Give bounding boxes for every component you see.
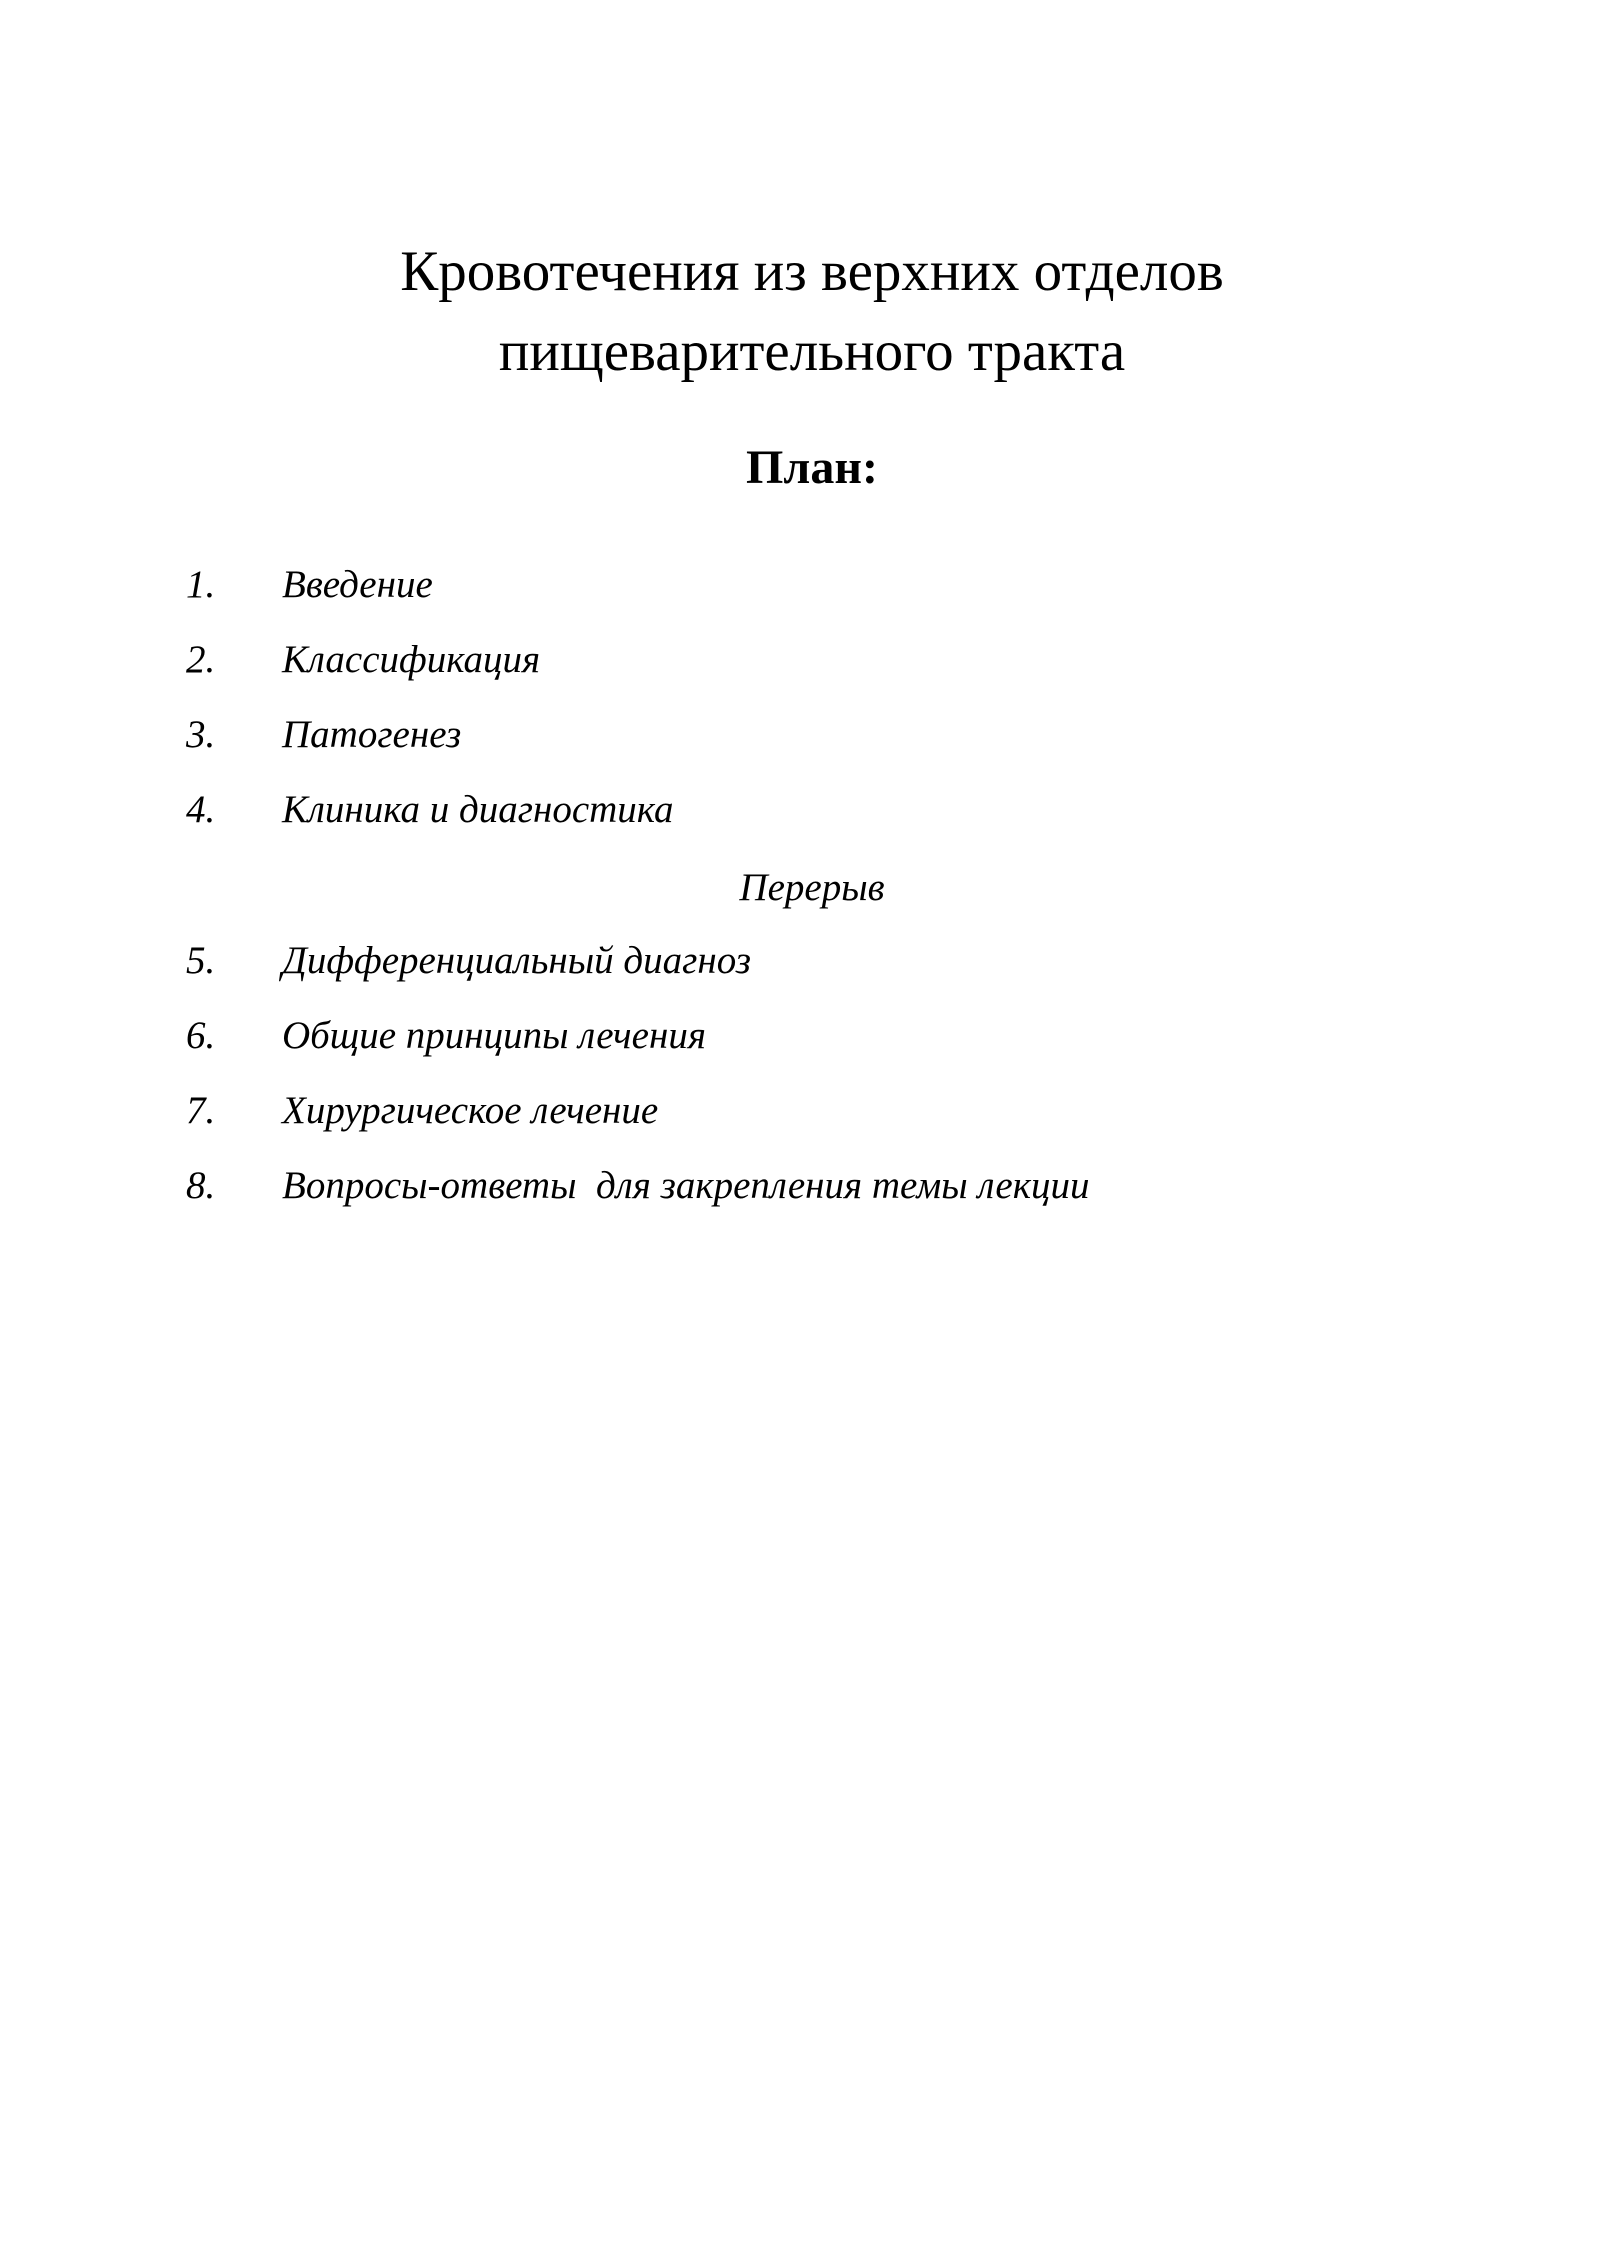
plan-item-number: 1.	[186, 563, 216, 606]
plan-item-number: 7.	[186, 1089, 216, 1132]
plan-item-1	[0, 555, 1600, 615]
plan-item-text: Патогенез	[282, 713, 462, 756]
plan-heading: План:	[746, 441, 878, 494]
plan-item-text: Вопросы-ответы для закрепления темы лекции	[282, 1164, 1090, 1207]
plan-item-number: 6.	[186, 1014, 216, 1057]
plan-item-number: 4.	[186, 788, 216, 831]
plan-item-7	[0, 1081, 1600, 1141]
plan-item-2	[0, 630, 1600, 690]
plan-item-text: Клиника и диагностика	[282, 788, 674, 831]
plan-item-number: 8.	[186, 1164, 216, 1207]
plan-item-6	[0, 1006, 1600, 1066]
plan-item-5	[0, 931, 1600, 991]
title-line-1: Кровотечения из верхних отделов	[400, 240, 1224, 303]
plan-item-3	[0, 705, 1600, 765]
break-label: Перерыв	[739, 866, 885, 909]
plan-item-text: Введение	[282, 563, 433, 606]
plan-item-4	[0, 780, 1600, 840]
plan-item-text: Классификация	[282, 638, 541, 681]
document-title	[0, 232, 1600, 392]
plan-item-text: Общие принципы лечения	[282, 1014, 706, 1057]
plan-item-8	[0, 1156, 1600, 1216]
plan-item-text: Дифференциальный диагноз	[282, 939, 751, 982]
title-line-2: пищеварительного тракта	[498, 320, 1126, 383]
plan-item-text: Хирургическое лечение	[282, 1089, 659, 1132]
plan-item-number: 3.	[186, 713, 216, 756]
plan-item-number: 2.	[186, 638, 216, 681]
plan-item-number: 5.	[186, 939, 216, 982]
